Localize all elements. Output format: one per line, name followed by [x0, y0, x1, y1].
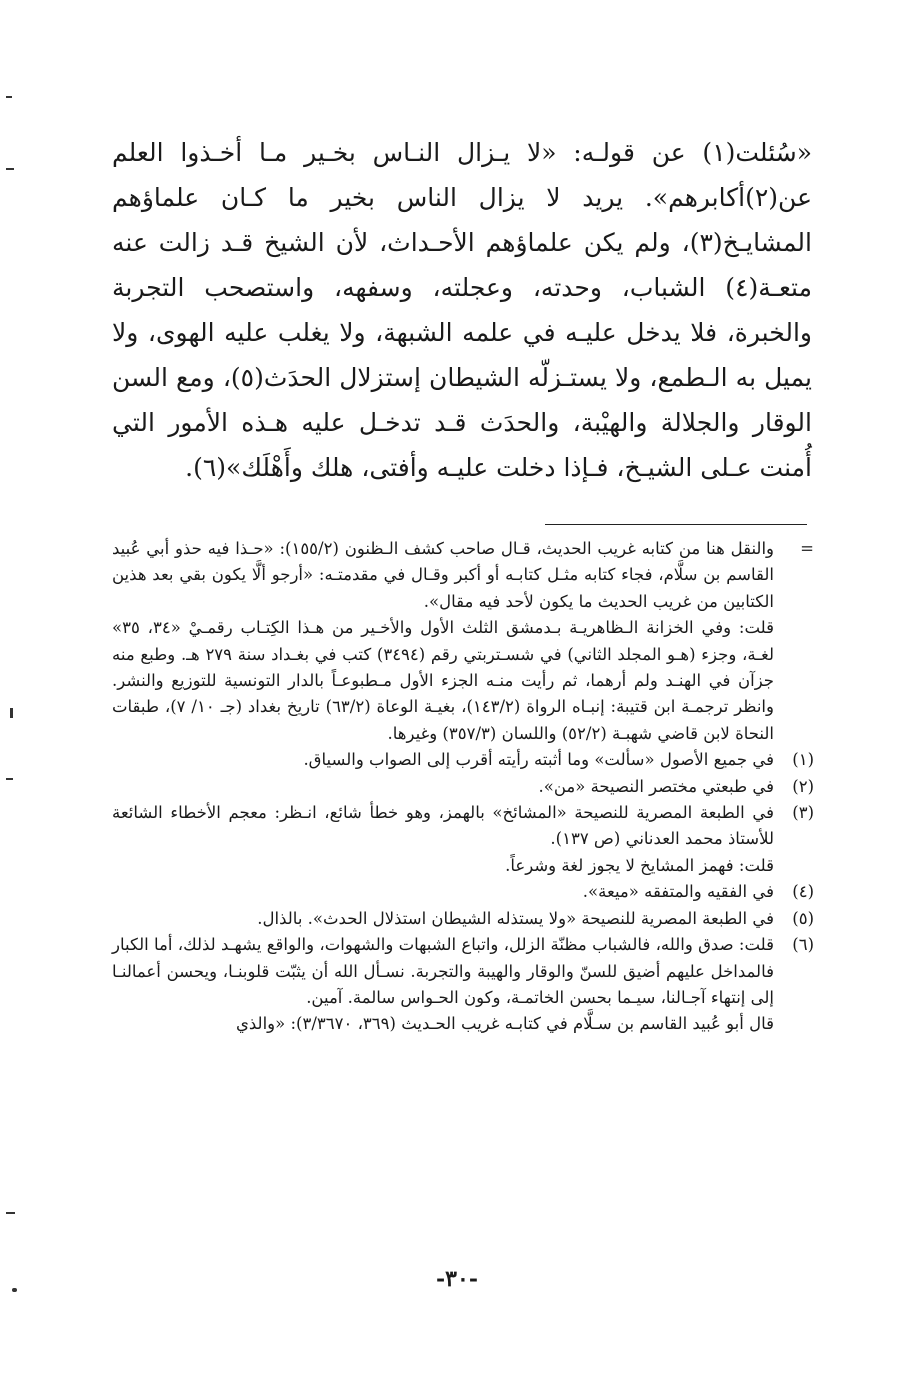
footnote-number: (٥) — [792, 908, 814, 928]
footnote-text: قال أبو عُبيد القاسم بن سـلَّام في كتابـه غريب الحـديث (٣٦٩، ٣/٣٦٧٠): «والذي — [235, 1014, 774, 1034]
scan-mark — [12, 1288, 17, 1292]
footnote-4 — [112, 879, 814, 905]
footnote-separator — [545, 524, 807, 525]
footnote-marker: = — [800, 539, 814, 558]
footnote-continued — [112, 536, 814, 615]
footnote-marker — [774, 615, 814, 747]
scan-mark — [10, 708, 13, 718]
footnote-6-quote — [112, 1011, 814, 1037]
footnote-text: قلت: وفي الخزانة الـظاهريـة بـدمشق الثلث الأول والأخـير من هـذا الكِتـاب رقمـيْ «٣٤، ٣٥» لغـة، وجزء (هـو المجلد الثاني) في شسـتربتي رقم (٣٤٩٤) كتب في بغـداد سنة ٢٧٩ هـ. وطبع منه جزآن في الهنـد ولم أرهما، ثم رأيت منـه الجزء الأول مـطبوعـاً بالدار التونسية للتوزيع والنشر. وانظر ترجمـة ابن قتيبة: إنبـاه الرواة (١٤٣/٢)، بغيـة الوعاة (٦٣/٢) تاريخ بغداد (جـ ١٠/ ٧)، طبقات النحاة لابن قاضي شهبـة (٥٢/٢) واللسان (٣٥٧/٣) وغيرها. — [112, 618, 774, 743]
footnote-text: في الطبعة المصرية للنصيحة «ولا يستذله الشيطان استذلال الحدث». بالذال. — [257, 908, 774, 928]
footnote-6 — [112, 932, 814, 1011]
footnote-1 — [112, 747, 814, 773]
footnote-text: قلت: صدق والله، فالشباب مظنّة الزلل، واتباع الشبهات والشهوات، والواقع يشهـد لذلك، أما الكبار فالمداخل عليهم أضيق للسنّ والوقار والهيبة والتجربة. نسـأل الله أن يثبّت قلوبنـا، ويحسن أعمالنـا إلى إنتهاء آجـالنا، سيـما بحسن الخاتمـة، وكون الحـواس سالمة. آمين. — [112, 935, 774, 1007]
scan-mark — [6, 96, 12, 98]
footnotes — [112, 536, 814, 1038]
footnote-number: (٢) — [792, 776, 814, 796]
footnote-text: في جميع الأصول «سألت» وما أثبته رأيته أقرب إلى الصواب والسياق. — [303, 750, 774, 770]
scan-mark — [6, 778, 13, 780]
footnote-text: في طبعتي مختصر النصيحة «من». — [538, 776, 774, 796]
footnote-text: قلت: فهمز المشايخ لا يجوز لغة وشرعاً. — [505, 855, 774, 875]
footnote-number: (١) — [792, 750, 814, 770]
footnote-continued-note — [112, 615, 814, 747]
footnote-5 — [112, 906, 814, 932]
footnote-number: (٦) — [792, 935, 814, 955]
footnote-number: (٣) — [792, 803, 814, 823]
footnote-number: (٤) — [792, 882, 814, 902]
footnote-text: في الطبعة المصرية للنصيحة «المشائخ» بالهمز، وهو خطأ شائع، انـظر: معجم الأخطاء الشائعة للأستاذ محمد العدناني (ص ١٣٧). — [112, 803, 774, 849]
main-text — [112, 130, 812, 490]
footnote-text: والنقل هنا من كتابه غريب الحديث، قـال صاحب كشف الـظنون (١٥٥/٢): «حـذا فيه حذو أبي عُبيد القاسم بن سلَّام، فجاء كتابه مثـل كتابـه أو أكبر وقـال في مقدمتـه: «أرجو ألَّا يكون بقي بعد هذين الكتابين من غريب الحديث ما يكون لأحد فيه مقال». — [112, 539, 774, 611]
scan-mark — [6, 168, 14, 170]
footnote-3-comment — [112, 853, 814, 879]
scan-mark — [6, 1212, 15, 1214]
main-paragraph: «سُئلت(١) عن قولـه: «لا يـزال النـاس بخـير مـا أخـذوا العلم عن(٢)أكابرهم». يريد لا يزال الناس بخير ما كـان علماؤهم المشايـخ(٣)، ولم يكن علماؤهم الأحـداث، لأن الشيخ قـد زالت عنه متعـة(٤) الشباب، وحدته، وعجلته، وسفهه، واستصحب التجربة والخبرة، فلا يدخل عليـه في علمه الشبهة، ولا يغلب عليه الهوى، ولا يميل به الـطمع، ولا يستـزلّه الشيطان إستزلال الحدَث(٥)، ومع السن الوقار والجلالة والهيْبة، والحدَث قـد تدخـل عليه هـذه الأمور التي أُمنت عـلى الشيـخ، فـإذا دخلت عليـه وأفتى، هلك وأَهْلَك»(٦). — [112, 138, 812, 482]
footnote-text: في الفقيه والمتفقه «ميعة». — [582, 882, 774, 902]
footnote-2 — [112, 774, 814, 800]
page-number: -٣٠- — [436, 1266, 478, 1292]
footnote-3 — [112, 800, 814, 853]
